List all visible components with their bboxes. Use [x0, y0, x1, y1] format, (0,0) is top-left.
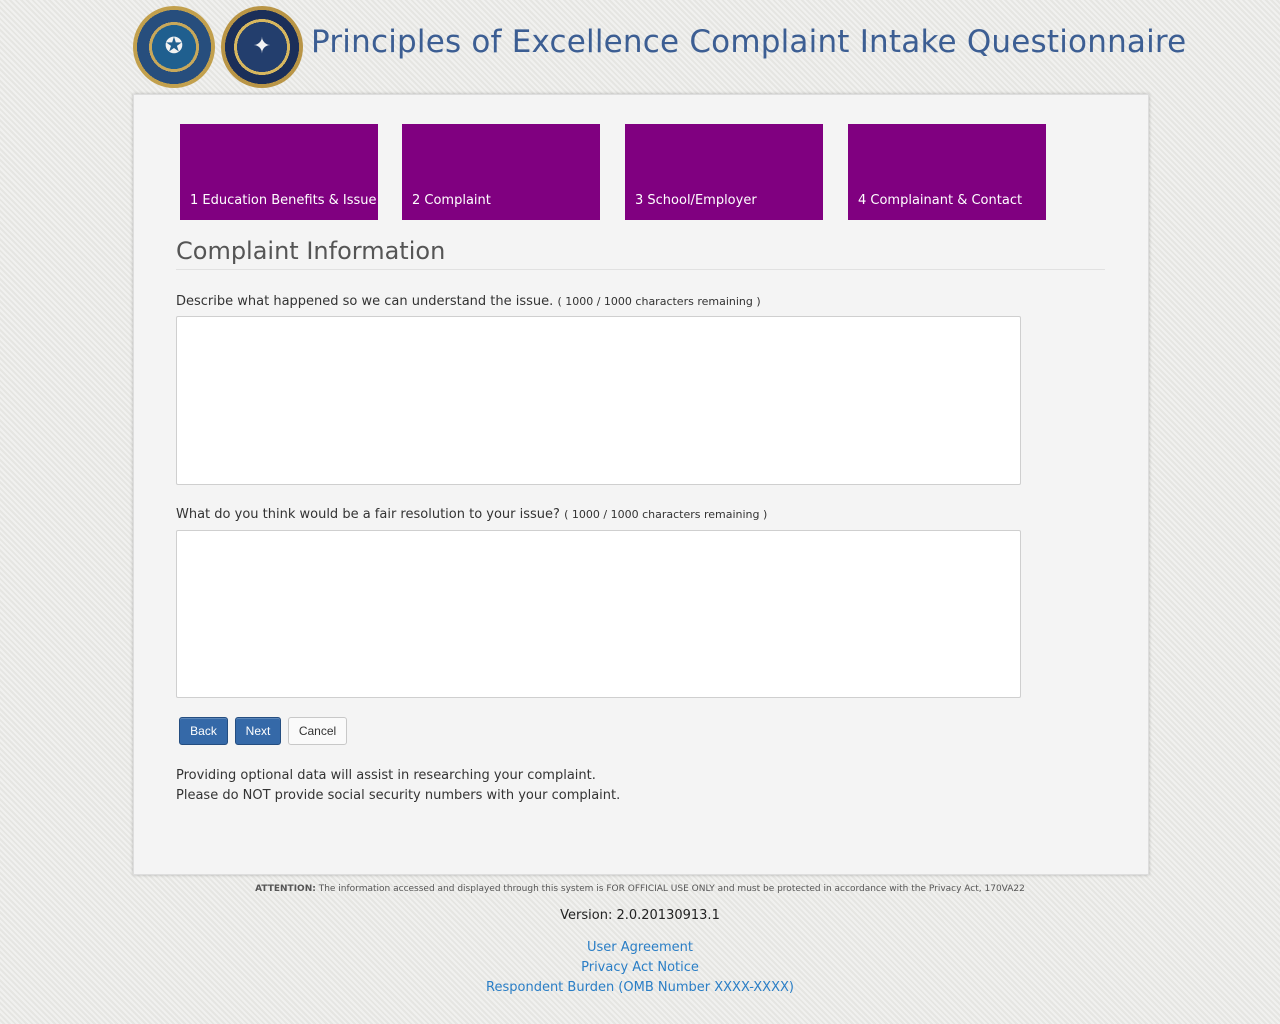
ssn-warning-note: Please do NOT provide social security numbers with your complaint.: [176, 788, 621, 803]
back-button[interactable]: Back: [179, 717, 228, 745]
respondent-burden-link[interactable]: Respondent Burden (OMB Number XXXX-XXXX): [486, 980, 794, 995]
footer-link-row: [0, 956, 1280, 975]
resolution-textarea[interactable]: [176, 530, 1021, 698]
describe-textarea[interactable]: [176, 316, 1021, 485]
section-title: Complaint Information: [176, 237, 446, 265]
header: [133, 4, 1187, 90]
resolution-char-counter: ( 1000 / 1000 characters remaining ): [564, 508, 768, 521]
attention-notice: [0, 884, 1280, 894]
va-seal-icon: ✦: [221, 6, 303, 88]
attention-label: ATTENTION:: [255, 884, 316, 894]
main-panel: [133, 94, 1149, 875]
step-label: 2 Complaint: [412, 193, 491, 208]
step-label: 3 School/Employer: [635, 193, 757, 208]
version-text: Version: 2.0.20130913.1: [560, 908, 720, 923]
user-agreement-link[interactable]: User Agreement: [587, 940, 693, 955]
resolution-label-text: What do you think would be a fair resolution to your issue?: [176, 507, 560, 522]
cancel-button[interactable]: Cancel: [288, 717, 347, 745]
describe-label-text: Describe what happened so we can understand the issue.: [176, 294, 554, 309]
footer-link-row: [0, 976, 1280, 995]
footer-link-row: [0, 936, 1280, 955]
step-complainant-contact[interactable]: [848, 124, 1046, 220]
describe-char-counter: ( 1000 / 1000 characters remaining ): [557, 295, 761, 308]
attention-text: The information accessed and displayed through this system is FOR OFFICIAL USE ONLY and must be protected in accordance with the Privacy Act, 170VA22: [318, 884, 1025, 894]
section-divider: [176, 269, 1105, 270]
step-education-benefits[interactable]: [180, 124, 378, 220]
step-label: 1 Education Benefits & Issue: [190, 193, 377, 208]
describe-label: [176, 294, 761, 309]
step-school-employer[interactable]: [625, 124, 823, 220]
step-complaint[interactable]: [402, 124, 600, 220]
privacy-act-notice-link[interactable]: Privacy Act Notice: [581, 960, 699, 975]
dod-seal-icon: ✪: [133, 6, 215, 88]
page-title: Principles of Excellence Complaint Intake Questionnaire: [311, 24, 1187, 60]
optional-data-note: Providing optional data will assist in researching your complaint.: [176, 768, 596, 783]
step-label: 4 Complainant & Contact: [858, 193, 1023, 208]
next-button[interactable]: Next: [235, 717, 281, 745]
resolution-label: [176, 507, 767, 522]
